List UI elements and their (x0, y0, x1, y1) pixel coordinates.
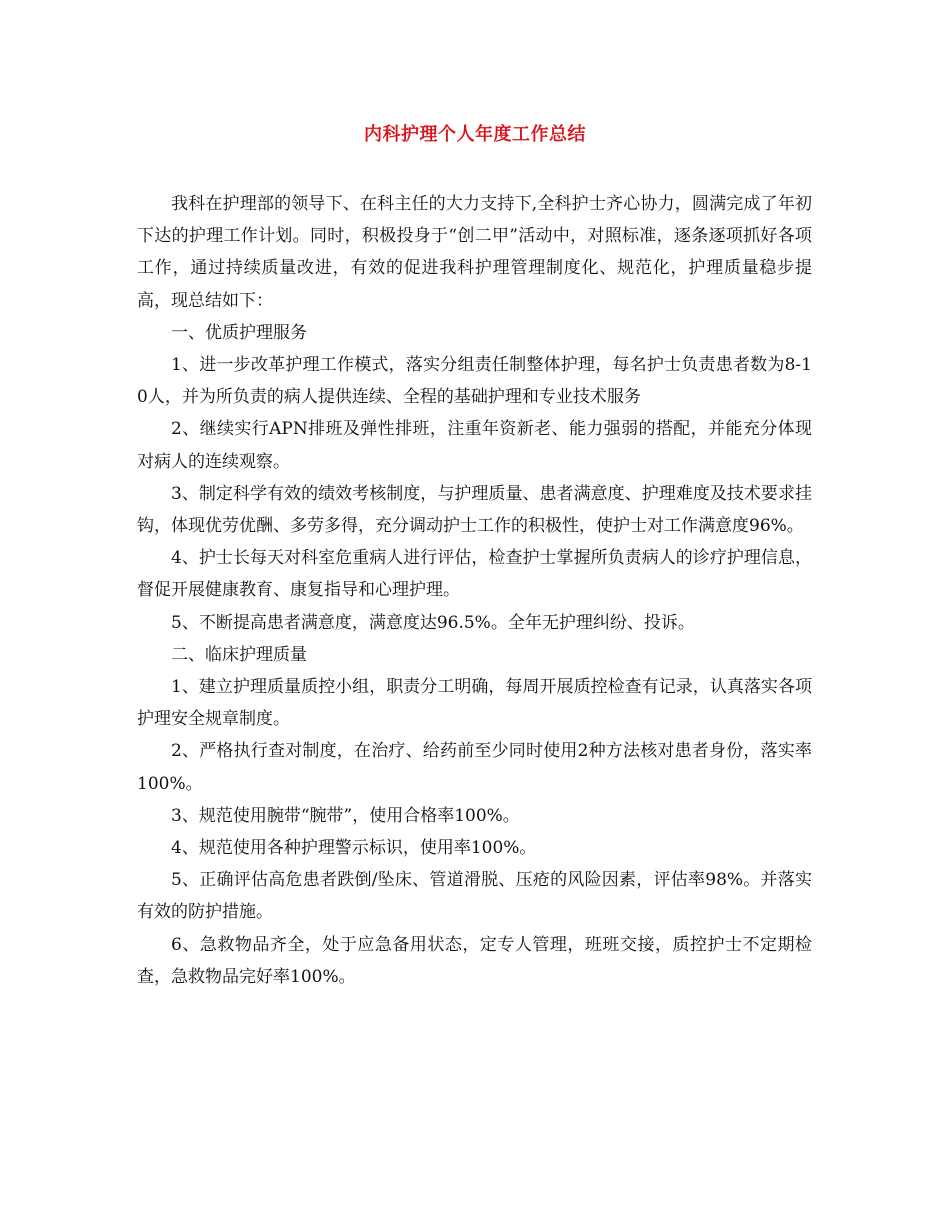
list-item: 2、继续实行APN排班及弹性排班，注重年资新老、能力强弱的搭配，并能充分体现对病人的连续观察。 (137, 419, 812, 472)
list-item: 3、规范使用腕带“腕带”，使用合格率100%。 (171, 805, 520, 826)
intro-paragraph: 我科在护理部的领导下、在科主任的大力支持下,全科护士齐心协力，圆满完成了年初下达的护理工作计划。同时，积极投身于“创二甲”活动中，对照标准，逐条逐项抓好各项工作，通过持续质量改进，有效的促进我科护理管理制度化、规范化，护理质量稳步提高，现总结如下： (137, 194, 812, 311)
list-item: 1、建立护理质量质控小组，职责分工明确，每周开展质控检查有记录，认真落实各项护理安全规章制度。 (137, 677, 812, 730)
list-item: 1、进一步改革护理工作模式，落实分组责任制整体护理，每名护士负责患者数为8-10人，并为所负责的病人提供连续、全程的基础护理和专业技术服务 (137, 355, 812, 408)
list-item: 3、制定科学有效的绩效考核制度，与护理质量、患者满意度、护理难度及技术要求挂钩，体现优劳优酬、多劳多得，充分调动护士工作的积极性，使护士对工作满意度96%。 (137, 483, 812, 537)
list-item: 6、急救物品齐全，处于应急备用状态，定专人管理，班班交接，质控护士不定期检查，急救物品完好率100%。 (137, 934, 812, 987)
list-item: 5、正确评估高危患者跌倒/坠床、管道滑脱、压疮的风险因素，评估率98%。并落实有效的防护措施。 (137, 870, 812, 923)
list-item: 5、不断提高患者满意度，满意度达96.5%。全年无护理纠纷、投诉。 (171, 612, 695, 633)
section-heading-clinical-quality: 二、临床护理质量 (171, 644, 307, 665)
list-item: 4、护士长每天对科室危重病人进行评估，检查护士掌握所负责病人的诊疗护理信息，督促开展健康教育、康复指导和心理护理。 (137, 548, 812, 601)
list-item: 4、规范使用各种护理警示标识，使用率100%。 (171, 838, 537, 859)
document-body (137, 188, 812, 993)
document-title: 内科护理个人年度工作总结 (364, 124, 586, 145)
section-heading-quality-service: 一、优质护理服务 (171, 322, 307, 343)
list-item: 2、严格执行查对制度，在治疗、给药前至少同时使用2种方法核对患者身份，落实率100%。 (137, 741, 812, 794)
